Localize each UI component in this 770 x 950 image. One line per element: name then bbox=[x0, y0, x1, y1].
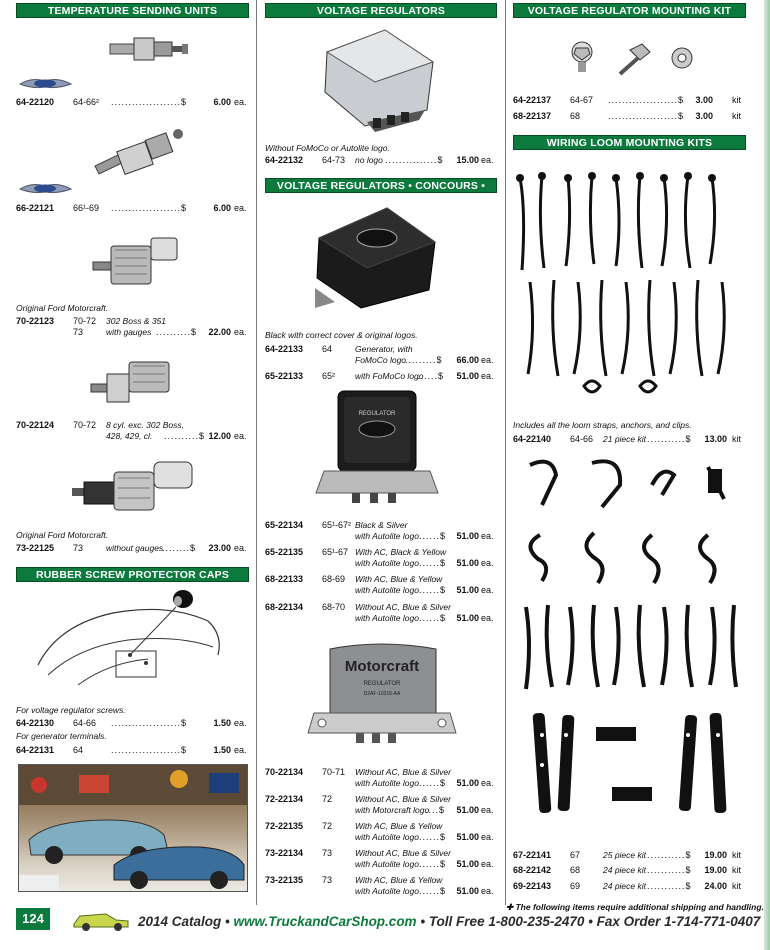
description: 21 piece kit bbox=[603, 434, 646, 444]
unit: kit bbox=[732, 850, 741, 860]
unit: ea. bbox=[234, 543, 247, 553]
unit: ea. bbox=[234, 97, 247, 107]
leader-dots: ...............$ bbox=[385, 155, 444, 165]
year-range: 64-66 bbox=[570, 434, 594, 444]
price: 6.00 bbox=[213, 203, 231, 213]
year-range: 64-66 bbox=[73, 718, 97, 728]
part-number: 67-22141 bbox=[513, 850, 552, 860]
price: 51.00 bbox=[456, 371, 479, 381]
description: 25 piece kit bbox=[603, 850, 646, 860]
leader-dots: ........$ bbox=[162, 543, 197, 553]
leader-dots: ......$ bbox=[417, 371, 445, 381]
price: 6.00 bbox=[213, 97, 231, 107]
description: with FoMoCo logo bbox=[355, 371, 424, 381]
part-number: 69-22143 bbox=[513, 881, 552, 891]
part-number: 70-22134 bbox=[265, 767, 304, 777]
product-row-72-22135 bbox=[265, 821, 497, 843]
wiring-loom-kit-64-66-image bbox=[512, 170, 746, 410]
regulator-label-text: REGULATOR bbox=[358, 411, 396, 417]
description-line-1: Black & Silver bbox=[355, 520, 408, 530]
price: 23.00 bbox=[208, 543, 231, 553]
product-row-73-22125 bbox=[16, 543, 249, 553]
part-number: 73-22125 bbox=[16, 543, 55, 553]
unit: ea. bbox=[481, 886, 494, 896]
leader-dots: ...........$ bbox=[647, 881, 692, 891]
product-row-66-22121 bbox=[16, 203, 249, 213]
unit: ea. bbox=[481, 805, 494, 815]
product-row-64-22130 bbox=[16, 718, 249, 728]
description-line-1: With AC, Black & Yellow bbox=[355, 547, 447, 557]
year-range: 64 bbox=[73, 745, 84, 755]
unit: ea. bbox=[481, 859, 494, 869]
unit: ea. bbox=[481, 355, 494, 365]
price: 66.00 bbox=[456, 355, 479, 365]
part-number: 65-22133 bbox=[265, 371, 304, 381]
note-black-correct-cover: Black with correct cover & original logos. bbox=[265, 330, 418, 340]
leader-dots: ......$ bbox=[419, 832, 447, 842]
product-row-64-22137 bbox=[513, 95, 746, 105]
column-divider-2 bbox=[505, 0, 506, 905]
voltage-regulator-motorcraft-image bbox=[300, 635, 460, 760]
price: 22.00 bbox=[208, 327, 231, 337]
leader-dots: ......$ bbox=[419, 613, 447, 623]
footer-url-link[interactable]: www.TruckandCarShop.com bbox=[233, 914, 417, 929]
product-row-68-22134 bbox=[265, 602, 497, 624]
price: 51.00 bbox=[456, 585, 479, 595]
truck-logo-icon bbox=[70, 910, 132, 932]
description-line-2: with Autolite logo bbox=[355, 832, 419, 842]
price: 1.50 bbox=[213, 745, 231, 755]
unit: ea. bbox=[234, 431, 247, 441]
unit: ea. bbox=[481, 778, 494, 788]
page-edge-decoration bbox=[764, 0, 770, 950]
part-number: 72-22134 bbox=[265, 794, 304, 804]
price: 51.00 bbox=[456, 531, 479, 541]
description-line-1: Generator, with bbox=[355, 344, 413, 354]
product-row-68-22142 bbox=[513, 865, 746, 875]
product-row-64-22120 bbox=[16, 97, 249, 107]
leader-dots: .........$ bbox=[405, 355, 443, 365]
price: 51.00 bbox=[456, 832, 479, 842]
description-line-1: Without AC, Blue & Silver bbox=[355, 767, 451, 777]
leader-dots: ......$ bbox=[419, 531, 447, 541]
description-line-2: with Motorcraft logo bbox=[355, 805, 430, 815]
description-line-2: with Autolite logo bbox=[355, 531, 419, 541]
product-row-68-22133 bbox=[265, 574, 497, 596]
product-row-68-22137 bbox=[513, 111, 746, 121]
part-number: 64-22120 bbox=[16, 97, 55, 107]
price: 12.00 bbox=[208, 431, 231, 441]
leader-dots: ...........$ bbox=[647, 865, 692, 875]
unit: kit bbox=[732, 111, 741, 121]
year-range: 64-66² bbox=[73, 97, 100, 107]
part-number: 73-22135 bbox=[265, 875, 304, 885]
description-line-2: with Autolite logo bbox=[355, 886, 419, 896]
wiring-loom-straps-image bbox=[512, 705, 746, 855]
unit: ea. bbox=[481, 371, 494, 381]
description-line-1: Without AC, Blue & Silver bbox=[355, 794, 451, 804]
part-number: 64-22137 bbox=[513, 95, 552, 105]
motorcraft-code-text: D2AF-10316-AA bbox=[363, 691, 401, 697]
unit: kit bbox=[732, 95, 741, 105]
description: without gauges bbox=[106, 543, 164, 553]
column-divider-1 bbox=[256, 0, 257, 905]
leader-dots: ......$ bbox=[419, 859, 447, 869]
footer-toll-free: Toll Free 1-800-235-2470 bbox=[428, 914, 585, 929]
description: 24 piece kit bbox=[603, 865, 646, 875]
note-includes-loom-straps: Includes all the loom straps, anchors, and clips. bbox=[513, 420, 692, 430]
note-voltage-screws: For voltage regulator screws. bbox=[16, 705, 126, 715]
rubber-screw-protector-caps-header: RUBBER SCREW PROTECTOR CAPS bbox=[16, 567, 249, 582]
year-range: 73 bbox=[322, 848, 333, 858]
leader-dots: ...........$ bbox=[647, 434, 692, 444]
leader-dots: ......$ bbox=[419, 558, 447, 568]
product-row-70-22134 bbox=[265, 767, 497, 789]
price: 51.00 bbox=[456, 558, 479, 568]
note-generator-terminals: For generator terminals. bbox=[16, 731, 107, 741]
product-row-65-22135 bbox=[265, 547, 497, 569]
unit: ea. bbox=[234, 327, 247, 337]
unit: ea. bbox=[234, 203, 247, 213]
temperature-sender-2-image bbox=[90, 126, 190, 181]
price: 3.00 bbox=[695, 95, 713, 105]
unit: ea. bbox=[234, 745, 247, 755]
description-line-2: with Autolite logo bbox=[355, 859, 419, 869]
part-number: 64-22133 bbox=[265, 344, 304, 354]
product-row-65-22134 bbox=[265, 520, 497, 542]
voltage-regulators-concours-header: VOLTAGE REGULATORS • CONCOURS • bbox=[265, 178, 497, 193]
wiring-loom-kit-67-69-image bbox=[512, 455, 746, 700]
description-line-2: with Autolite logo bbox=[355, 778, 419, 788]
year-range: 69 bbox=[570, 881, 581, 891]
year-range: 70-71 bbox=[322, 767, 346, 777]
voltage-regulator-plain-image bbox=[315, 22, 445, 132]
footer-catalog: 2014 Catalog bbox=[138, 914, 222, 929]
year-range: 72 bbox=[322, 821, 333, 831]
leader-dots: ....................$ bbox=[111, 745, 188, 755]
voltage-regulator-mounting-kit-header: VOLTAGE REGULATOR MOUNTING KIT bbox=[513, 3, 746, 18]
temperature-sender-5-image bbox=[68, 452, 198, 522]
product-row-73-22135 bbox=[265, 875, 497, 897]
leader-dots: ....................$ bbox=[111, 718, 188, 728]
car-museum-photo bbox=[18, 764, 248, 892]
year-range: 64-73 bbox=[322, 155, 346, 165]
leader-dots: ......$ bbox=[419, 585, 447, 595]
part-number: 64-22131 bbox=[16, 745, 55, 755]
description: no logo bbox=[355, 155, 383, 165]
year-range: 65¹-67² bbox=[322, 520, 352, 530]
note-original-ford: Original Ford Motorcraft. bbox=[16, 303, 109, 313]
motorcraft-brand-text: Motorcraft bbox=[344, 658, 420, 675]
price: 19.00 bbox=[704, 865, 727, 875]
part-number: 64-22130 bbox=[16, 718, 55, 728]
part-number: 68-22142 bbox=[513, 865, 552, 875]
unit: kit bbox=[732, 881, 741, 891]
part-number: 68-22134 bbox=[265, 602, 304, 612]
description-line-1: With AC, Blue & Yellow bbox=[355, 574, 443, 584]
car-museum-scene bbox=[19, 765, 248, 892]
product-row-64-22140 bbox=[513, 434, 746, 444]
description-line-1: 8 cyl. exc. 302 Boss, bbox=[106, 420, 184, 430]
product-row-72-22134 bbox=[265, 794, 497, 816]
motorcraft-label-text: REGULATOR bbox=[363, 681, 401, 687]
part-number: 70-22123 bbox=[16, 316, 55, 326]
part-number: 65-22134 bbox=[265, 520, 304, 530]
temperature-sender-1-image bbox=[100, 20, 195, 75]
note-without-logo: Without FoMoCo or Autolite logo. bbox=[265, 143, 390, 153]
part-number: 64-22140 bbox=[513, 434, 552, 444]
year-range: 72 bbox=[322, 794, 333, 804]
product-row-64-22132 bbox=[265, 155, 497, 165]
part-number: 68-22137 bbox=[513, 111, 552, 121]
unit: kit bbox=[732, 434, 741, 444]
description-line-1: Without AC, Blue & Silver bbox=[355, 848, 451, 858]
leader-dots: ......$ bbox=[419, 886, 447, 896]
description-line-2: FoMoCo logo bbox=[355, 355, 407, 365]
leader-dots: ....................$ bbox=[111, 97, 188, 107]
description-line-2: with gauges bbox=[106, 327, 152, 337]
product-row-64-22131 bbox=[16, 745, 249, 755]
product-row-70-22124 bbox=[16, 420, 249, 442]
description-line-2: 428, 429, cl. bbox=[106, 431, 153, 441]
product-row-64-22133 bbox=[265, 344, 497, 366]
year-range: 68 bbox=[570, 111, 581, 121]
price: 13.00 bbox=[704, 434, 727, 444]
voltage-regulator-fomoco-image bbox=[305, 198, 445, 313]
product-row-69-22143 bbox=[513, 881, 746, 891]
unit: ea. bbox=[234, 718, 247, 728]
leader-dots: ..........$ bbox=[156, 327, 198, 337]
leader-dots: ....................$ bbox=[608, 95, 685, 105]
note-original-ford-2: Original Ford Motorcraft. bbox=[16, 530, 109, 540]
footer-sep: • bbox=[416, 914, 429, 929]
year-range: 64-67 bbox=[570, 95, 594, 105]
temperature-sender-3-image bbox=[85, 228, 185, 288]
part-number: 73-22134 bbox=[265, 848, 304, 858]
year-range: 64 bbox=[322, 344, 333, 354]
voltage-regulator-autolite-image bbox=[308, 385, 446, 513]
price: 51.00 bbox=[456, 805, 479, 815]
unit: kit bbox=[732, 865, 741, 875]
part-number: 66-22121 bbox=[16, 203, 55, 213]
footer-fax: Fax Order 1-714-771-0407 bbox=[596, 914, 761, 929]
price: 1.50 bbox=[213, 718, 231, 728]
year-range: 65¹-67 bbox=[322, 547, 349, 557]
product-row-67-22141 bbox=[513, 850, 746, 860]
temperature-sender-4-image bbox=[85, 348, 185, 408]
description-line-1: With AC, Blue & Yellow bbox=[355, 821, 443, 831]
part-number: 68-22133 bbox=[265, 574, 304, 584]
description: 24 piece kit bbox=[603, 881, 646, 891]
product-row-73-22134 bbox=[265, 848, 497, 870]
price: 51.00 bbox=[456, 778, 479, 788]
price: 15.00 bbox=[456, 155, 479, 165]
price: 51.00 bbox=[456, 859, 479, 869]
footer-sep: • bbox=[221, 914, 234, 929]
description-line-1: Without AC, Blue & Silver bbox=[355, 602, 451, 612]
leader-dots: ....................$ bbox=[111, 203, 188, 213]
unit: ea. bbox=[481, 613, 494, 623]
description-line-1: With AC, Blue & Yellow bbox=[355, 875, 443, 885]
part-number: 72-22135 bbox=[265, 821, 304, 831]
leader-dots: ....$ bbox=[425, 805, 446, 815]
shipping-note: ✚ The following items require additional shipping and handling. bbox=[506, 902, 764, 912]
description-line-2: with Autolite logo bbox=[355, 613, 419, 623]
ford-oval-logo-2 bbox=[18, 182, 73, 196]
year-range: 70-72 bbox=[73, 420, 97, 430]
unit: ea. bbox=[481, 558, 494, 568]
price: 19.00 bbox=[704, 850, 727, 860]
product-row-65-22133 bbox=[265, 371, 497, 381]
unit: ea. bbox=[481, 832, 494, 842]
part-number: 70-22124 bbox=[16, 420, 55, 430]
leader-dots: ..........$ bbox=[164, 431, 206, 441]
year-range: 70-72 bbox=[73, 316, 97, 326]
price: 3.00 bbox=[695, 111, 713, 121]
price: 51.00 bbox=[456, 886, 479, 896]
footer-sep: • bbox=[584, 914, 597, 929]
description-line-2: with Autolite logo bbox=[355, 585, 419, 595]
unit: ea. bbox=[481, 155, 494, 165]
year-range: 68-70 bbox=[322, 602, 346, 612]
mounting-kit-hardware-image bbox=[560, 30, 710, 80]
leader-dots: ......$ bbox=[419, 778, 447, 788]
year-range: 73 bbox=[73, 543, 84, 553]
year-range: 68 bbox=[570, 865, 581, 875]
part-number: 64-22132 bbox=[265, 155, 304, 165]
part-number: 65-22135 bbox=[265, 547, 304, 557]
price: 24.00 bbox=[704, 881, 727, 891]
unit: ea. bbox=[481, 531, 494, 541]
footer-text bbox=[138, 914, 760, 929]
description-line-2: with Autolite logo bbox=[355, 558, 419, 568]
year-range: 66¹-69 bbox=[73, 203, 100, 213]
unit: ea. bbox=[481, 585, 494, 595]
year-range: 65² bbox=[322, 371, 336, 381]
price: 51.00 bbox=[456, 613, 479, 623]
year-range: 68-69 bbox=[322, 574, 346, 584]
wiring-loom-mounting-kits-header: WIRING LOOM MOUNTING KITS bbox=[513, 135, 746, 150]
year-range: 67 bbox=[570, 850, 581, 860]
year-range-2: 73 bbox=[73, 327, 84, 337]
product-row-70-22123 bbox=[16, 316, 249, 338]
leader-dots: ....................$ bbox=[608, 111, 685, 121]
engine-bay-line-drawing bbox=[18, 585, 248, 700]
ford-oval-logo-1 bbox=[18, 77, 73, 91]
voltage-regulators-header: VOLTAGE REGULATORS bbox=[265, 3, 497, 18]
year-range: 73 bbox=[322, 875, 333, 885]
description-line-1: 302 Boss & 351 bbox=[106, 316, 167, 326]
leader-dots: ...........$ bbox=[647, 850, 692, 860]
page-number: 124 bbox=[16, 908, 50, 930]
temperature-sending-units-header: TEMPERATURE SENDING UNITS bbox=[16, 3, 249, 18]
